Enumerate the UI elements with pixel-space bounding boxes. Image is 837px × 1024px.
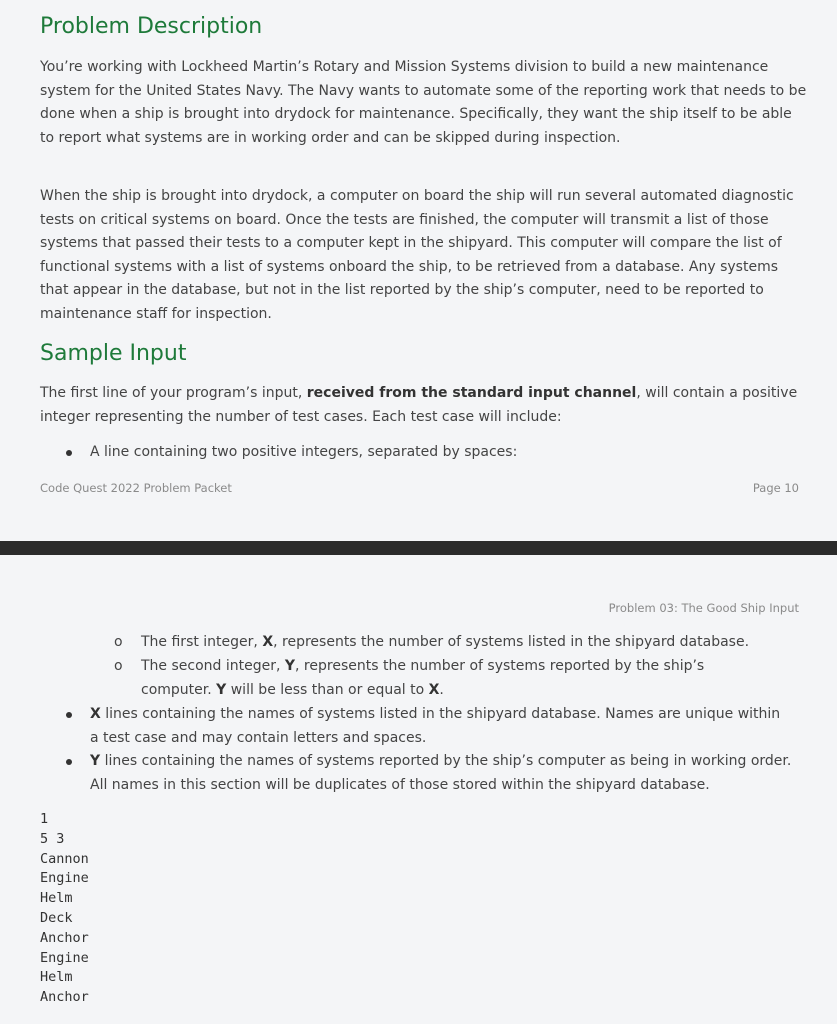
bullet-dot-icon	[66, 712, 72, 718]
paragraph-intro: You’re working with Lockheed Martin’s Rotary and Mission Systems division to build a new maintenance system for the United States Navy. The Navy wants to automate some of the reporting work that needs to be done when a ship is brought into drydock for maintenance. Specifically, they want the ship itself to be able to report what systems are in working order and can be skipped during inspection.	[40, 59, 807, 146]
bullet2-text: lines containing the names of systems listed in the shipyard database. Names are unique within a test case and may contain letters and spaces.	[90, 706, 781, 746]
bullet-first-line-text: A line containing two positive integers, separated by spaces:	[90, 444, 518, 460]
sub2-x: X	[428, 681, 440, 698]
paragraph-input-intro	[40, 382, 808, 429]
sample-input-code: 1 5 3 Cannon Engine Helm Deck Anchor Engine Helm Anchor	[40, 811, 89, 1006]
bullet3-text: lines containing the names of systems reported by the ship’s computer as being in working order. All names in this section will be duplicates of those stored within the shipyard database.	[90, 753, 792, 793]
heading-sample-input: Sample Input	[40, 341, 187, 366]
sub2-y: Y	[284, 658, 296, 674]
bullet-x-lines	[90, 703, 790, 750]
bullet-dot-icon	[66, 450, 72, 456]
input-intro-bold: received from the standard input channel	[306, 385, 637, 401]
footer-page-number: Page 10	[752, 481, 799, 495]
bullet-first-line	[90, 441, 810, 465]
input-intro-text-2: , will contain a positive integer representing the number of test cases. Each test case will include:	[40, 385, 798, 425]
sub-bullet-first-integer	[114, 631, 801, 655]
bullet2-x: X	[90, 706, 101, 722]
sub2-y2: Y	[216, 681, 227, 698]
page-separator	[0, 541, 837, 555]
sub2-text-4: .	[439, 681, 444, 698]
footer-packet-title: Code Quest 2022 Problem Packet	[40, 481, 232, 495]
sub2-text-2: , represents the number of systems reported by the ship’s computer.	[141, 658, 705, 698]
sub1-text: The first integer,	[141, 634, 263, 650]
sub-bullet-circle-icon: o	[114, 634, 123, 650]
sub-bullet-circle-icon: o	[114, 658, 123, 674]
sub1-x: X	[262, 634, 274, 650]
paragraph-drydock: When the ship is brought into drydock, a computer on board the ship will run several automated diagnostic tests on critical systems on board. Once the tests are finished, the computer will transmit a list of those systems that passed their tests to a computer kept in the shipyard. This computer will compare the list of functional systems with a list of systems onboard the ship, to be retrieved from a database. Any systems that appear in the database, but not in the list reported by the ship’s computer, need to be reported to maintenance staff for inspection.	[40, 188, 794, 322]
input-intro-text: The first line of your program’s input,	[40, 385, 307, 401]
sub-bullet-second-integer	[114, 655, 761, 702]
header-problem-title: Problem 03: The Good Ship Input	[608, 601, 799, 615]
bullet-y-lines	[90, 750, 802, 797]
sub2-text: The second integer,	[141, 658, 285, 674]
bullet3-y: Y	[90, 753, 101, 769]
heading-problem-description: Problem Description	[40, 14, 263, 39]
bullet-dot-icon	[66, 759, 72, 765]
sub2-text-3: will be less than or equal to	[226, 681, 429, 698]
sub1-text-2: , represents the number of systems listed in the shipyard database.	[273, 634, 750, 650]
page-11	[0, 555, 837, 1024]
